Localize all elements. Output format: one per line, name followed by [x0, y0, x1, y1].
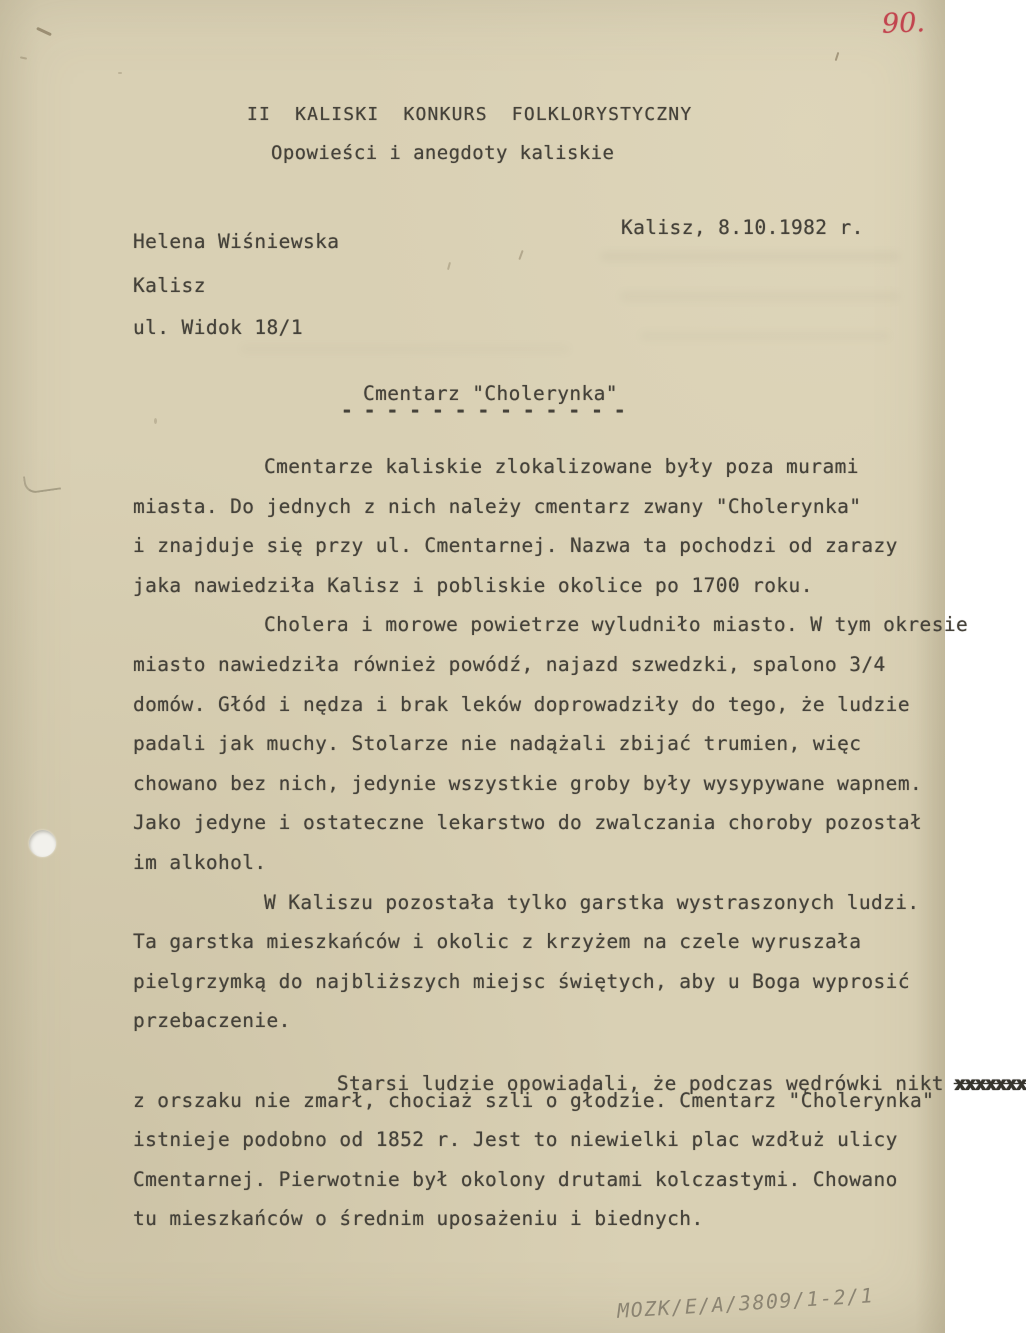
text-line: i znajduje się przy ul. Cmentarnej. Nazwa ta pochodzi od zarazy — [133, 534, 898, 558]
paper-speck — [447, 262, 451, 270]
paper-speck — [118, 72, 122, 74]
text-line: miasto nawiedziła również powódź, najazd szwedzki, spalono 3/4 — [133, 652, 886, 676]
paper-speck — [36, 27, 52, 36]
author-city: Kalisz — [133, 274, 206, 297]
document-subtitle: Opowieści i anegdoty kaliskie — [271, 142, 615, 164]
text-line: miasta. Do jednych z nich należy cmentarz zwany "Cholerynka" — [133, 494, 862, 518]
paper-speck — [154, 418, 157, 424]
text-line: pielgrzymką do najbliższych miejsc świętych, aby u Boga wyprosić — [133, 969, 910, 993]
bleedthrough-band — [620, 292, 900, 301]
text-line: tu mieszkańców o średnim uposażeniu i biednych. — [133, 1207, 704, 1231]
handwritten-page-number: 90. — [881, 7, 926, 40]
text-line: z orszaku nie zmarł, chociaż szli o głodzie. Cmentarz "Cholerynka" — [133, 1088, 935, 1112]
document-title: II KALISKI KONKURS FOLKLORYSTYCZNY — [247, 104, 693, 125]
pencil-checkmark — [23, 472, 61, 495]
text-line: padali jak muchy. Stolarze nie nadążali zbijać trumien, więc — [133, 732, 862, 756]
paper-speck — [20, 56, 27, 59]
text-line-fragment: Starsi ludzie opowiadali, że podczas wędrówki nikt — [336, 1071, 944, 1095]
typed-strikeout: xxxxxxx — [953, 1071, 1026, 1095]
text-line: Cmentarnej. Pierwotnie był okolony drutami kolczastymi. Chowano — [133, 1167, 898, 1191]
text-line: istnieje podobno od 1852 r. Jest to niewielki plac wzdłuż ulicy — [133, 1128, 898, 1152]
hole-punch — [29, 830, 56, 857]
author-address: ul. Widok 18/1 — [133, 316, 303, 339]
text-line: jaka nawiedziła Kalisz i pobliskie okolice po 1700 roku. — [133, 573, 813, 597]
dateline: Kalisz, 8.10.1982 r. — [621, 216, 864, 239]
text-line: Cholera i morowe powietrze wyludniło miasto. W tym okresie — [264, 613, 969, 637]
text-line: Jako jedyne i ostateczne lekarstwo do zwalczania choroby pozostał — [133, 811, 923, 835]
text-line: im alkohol. — [133, 850, 267, 874]
bleedthrough-band — [240, 345, 570, 353]
text-line — [133, 1049, 1026, 1095]
author-name: Helena Wiśniewska — [133, 230, 340, 253]
bleedthrough-band — [640, 332, 890, 340]
section-heading-underline: ------------- — [341, 399, 637, 422]
handwritten-archive-code: MOZK/E/A/3809/1-2/1 — [616, 1283, 875, 1323]
document-body — [133, 455, 1026, 1247]
text-line: Cmentarze kaliskie zlokalizowane były poza murami — [264, 455, 859, 478]
text-line: domów. Głód i nędza i brak leków doprowadziły do tego, że ludzie — [133, 692, 910, 716]
text-line: przebaczenie. — [133, 1009, 291, 1033]
bleedthrough-band — [600, 252, 900, 261]
text-line: chowano bez nich, jedynie wszystkie groby były wysypywane wapnem. — [133, 771, 923, 795]
paper-speck — [518, 250, 523, 260]
section-heading: Cmentarz "Cholerynka" — [363, 382, 618, 405]
text-line: Ta garstka mieszkańców i okolic z krzyżem na czele wyruszała — [133, 930, 862, 954]
paper-speck — [835, 52, 840, 61]
text-line: W Kaliszu pozostała tylko garstka wystraszonych ludzi. — [264, 890, 920, 914]
